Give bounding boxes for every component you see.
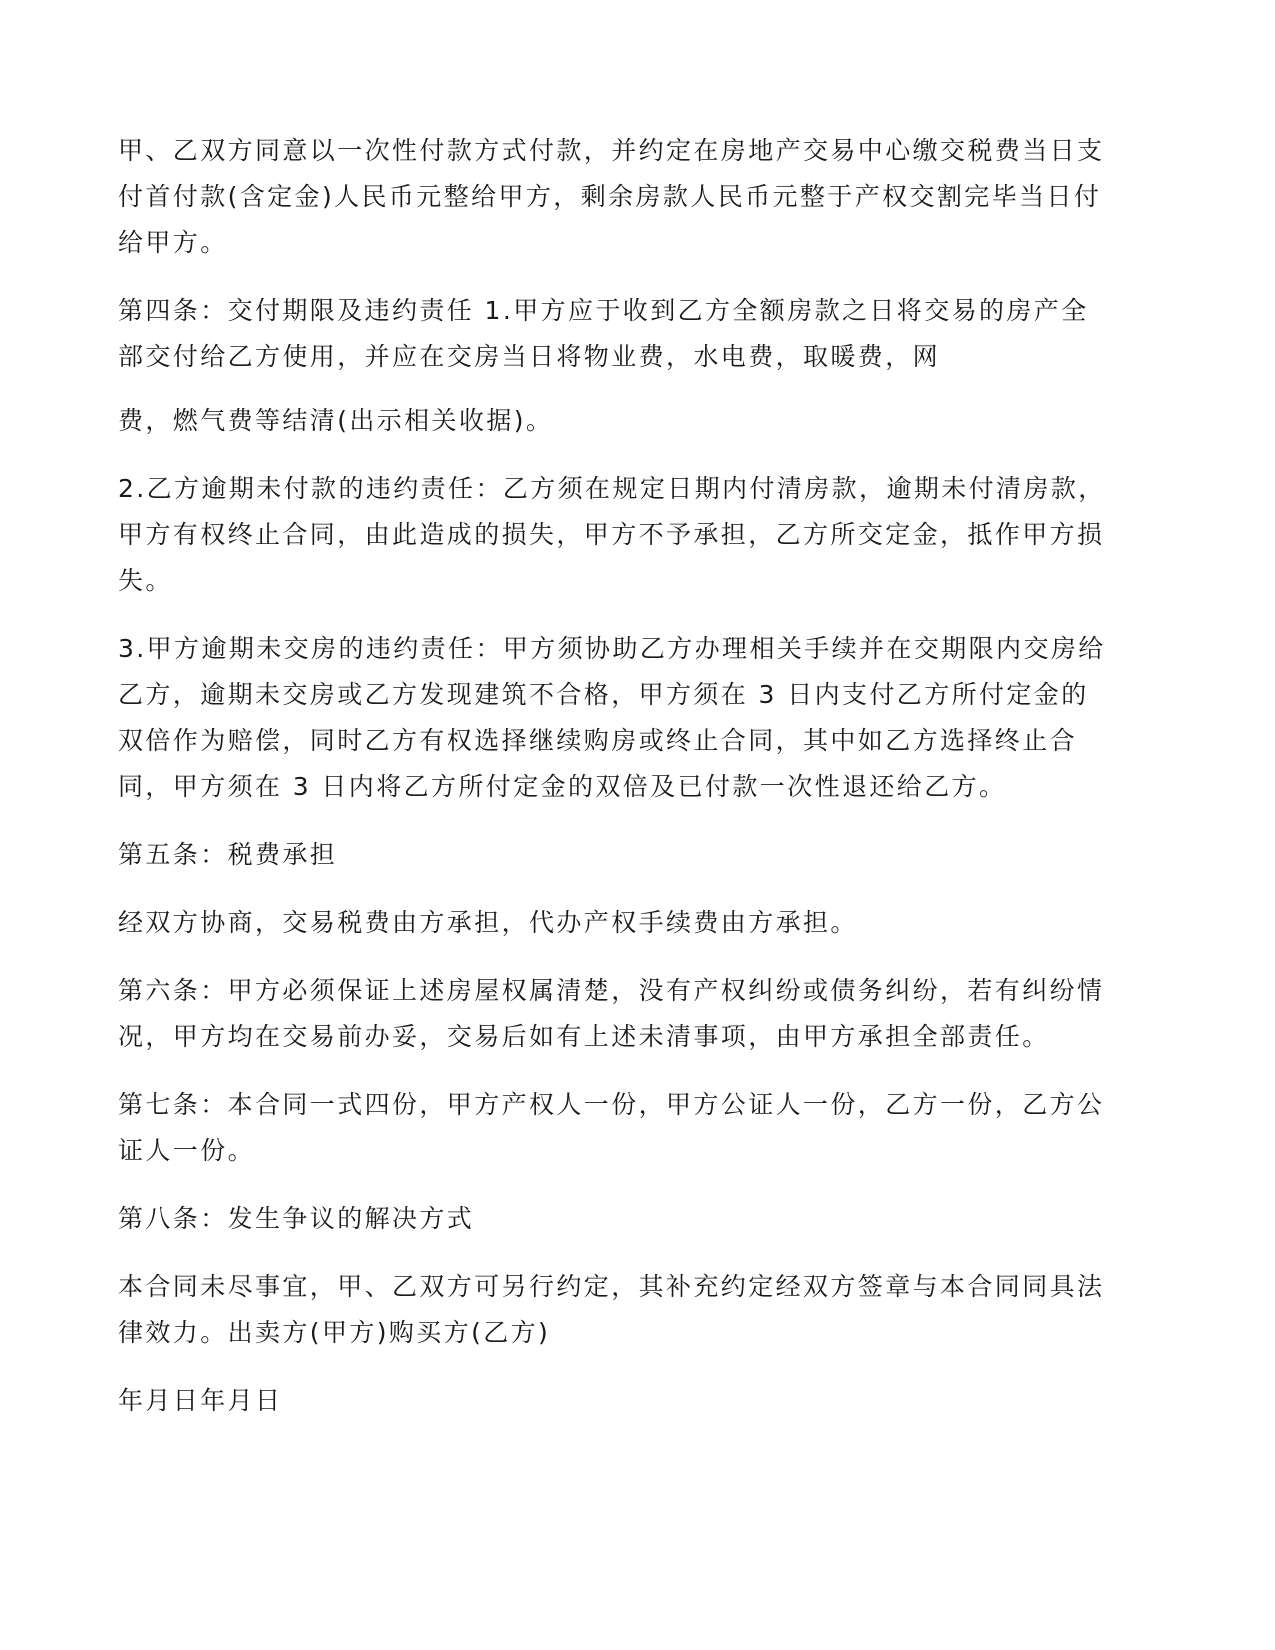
article-7-paragraph: 第七条：本合同一式四份，甲方产权人一份，甲方公证人一份，乙方一份，乙方公证人一份。: [118, 1090, 1105, 1165]
article-5-heading: 第五条：税费承担: [118, 840, 338, 869]
article-4-paragraph: 第四条：交付期限及违约责任 1.甲方应于收到乙方全额房款之日将交易的房产全部交付给乙方使用，并应在交房当日将物业费，水电费，取暖费，网: [118, 296, 1089, 371]
article-4-continuation: 费，燃气费等结清(出示相关收据)。: [118, 406, 554, 435]
seller-default-paragraph: 3.甲方逾期未交房的违约责任：甲方须协助乙方办理相关手续并在交期限内交房给乙方，逾期未交房或乙方发现建筑不合格，甲方须在 3 日内支付乙方所付定金的双倍作为赔偿，同时乙方有权选择继续购房或终止合同，其中如乙方选择终止合同，甲方须在 3 日内将乙方所付定金的双倍及已付款一次性退还给乙方。: [118, 634, 1106, 801]
supplement-paragraph: 本合同未尽事宜，甲、乙双方可另行约定，其补充约定经双方签章与本合同同具法律效力。出卖方(甲方)购买方(乙方): [118, 1272, 1105, 1347]
tax-paragraph: 经双方协商，交易税费由方承担，代办产权手续费由方承担。: [118, 908, 858, 937]
buyer-default-paragraph: 2.乙方逾期未付款的违约责任：乙方须在规定日期内付清房款，逾期未付清房款，甲方有权终止合同，由此造成的损失，甲方不予承担，乙方所交定金，抵作甲方损失。: [118, 474, 1106, 595]
article-6-paragraph: 第六条：甲方必须保证上述房屋权属清楚，没有产权纠纷或债务纠纷，若有纠纷情况，甲方均在交易前办妥，交易后如有上述未清事项，由甲方承担全部责任。: [118, 976, 1105, 1051]
payment-paragraph: 甲、乙双方同意以一次性付款方式付款，并约定在房地产交易中心缴交税费当日支付首付款(含定金)人民币元整给甲方，剩余房款人民币元整于产权交割完毕当日付给甲方。: [118, 136, 1105, 257]
document-page: [118, 128, 1108, 1446]
article-8-heading: 第八条：发生争议的解决方式: [118, 1204, 475, 1233]
date-line: 年月日年月日: [118, 1386, 283, 1415]
